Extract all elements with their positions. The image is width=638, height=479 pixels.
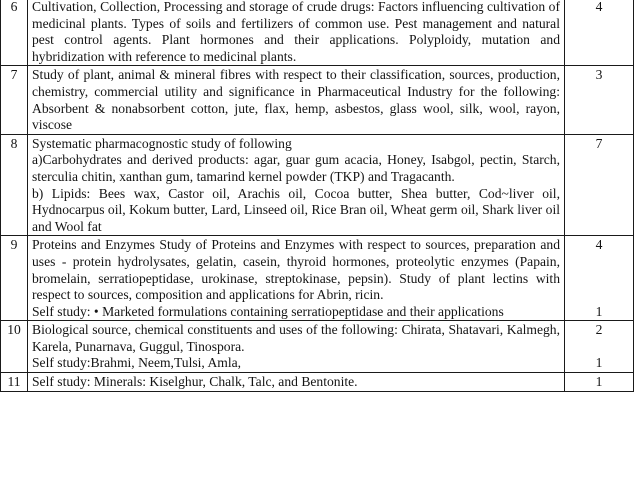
table-row <box>1 0 634 66</box>
row-hours: 3 <box>565 66 634 134</box>
content-paragraph: Biological source, chemical constituents and uses of the following: Chirata, Shatavari, Kalmegh, Karela, Punarnava, Guggul, Tinospora. <box>32 322 560 354</box>
row-number: 9 <box>1 236 28 321</box>
content-paragraph: Proteins and Enzymes Study of Proteins and Enzymes with respect to sources, preparation and uses - protein hydrolysates, gelatin, casein, thyroid hormones, proteolytic enzymes (Papain, bromelain, serratiopeptidase, urokinase, streptokinase, pepsin). Study of plant lectins with respect to sources, composition and applications for Abrin, ricin. <box>32 237 560 303</box>
row-content <box>28 66 565 134</box>
table-row <box>1 66 634 134</box>
row-number: 8 <box>1 134 28 236</box>
content-paragraph: Systematic pharmacognostic study of following <box>32 135 292 151</box>
row-hours <box>565 321 634 373</box>
row-number: 10 <box>1 321 28 373</box>
self-study-paragraph: Self study:Brahmi, Neem,Tulsi, Amla, <box>32 355 242 371</box>
content-paragraph: b) Lipids: Bees wax, Castor oil, Arachis oil, Cocoa butter, Shea butter, Cod~liver oil, Hydnocarpus oil, Kokum butter, Lard, Linseed oil, Rice Bran oil, Wheat germ oil, Shark liver oil and Wool fat <box>32 185 560 234</box>
content-paragraph: Cultivation, Collection, Processing and storage of crude drugs: Factors influencing cultivation of medicinal plants. Types of soils and fertilizers of common use. Pest management and natural pest control agents. Plant hormones and their applications. Polyploidy, mutation and hybridization with reference to medicinal plants. <box>32 0 560 64</box>
row-number: 11 <box>1 373 28 392</box>
content-paragraph: Study of plant, animal & mineral fibres with respect to their classification, sources, production, chemistry, commercial utility and significance in Pharmaceutical Industry for the following: Absorbent & nonabsorbent cotton, jute, flax, hemp, asbestos, glass wool, silk, wool, rayon, viscose <box>32 67 560 133</box>
self-study-hours-value: 1 <box>595 303 603 319</box>
row-hours: 1 <box>565 373 634 392</box>
row-number: 6 <box>1 0 28 66</box>
row-hours <box>565 236 634 321</box>
table-row <box>1 373 634 392</box>
self-study-paragraph: Self study: • Marketed formulations containing serratiopeptidase and their applications <box>32 303 504 319</box>
table-row <box>1 236 634 321</box>
row-content <box>28 236 565 321</box>
table-row <box>1 134 634 236</box>
self-study-hours-value: 1 <box>595 355 603 371</box>
row-content <box>28 0 565 66</box>
self-study-paragraph: Self study: Minerals: Kiselghur, Chalk, Talc, and Bentonite. <box>32 374 358 390</box>
row-content <box>28 321 565 373</box>
table-row <box>1 321 634 373</box>
row-hours: 7 <box>565 134 634 236</box>
hours-value: 4 <box>595 237 603 253</box>
content-paragraph: a)Carbohydrates and derived products: agar, guar gum acacia, Honey, Isabgol, pectin, Starch, sterculia chitin, xanthan gum, tamarind kernel powder (TKP) and Tragacanth. <box>32 152 560 184</box>
row-number: 7 <box>1 66 28 134</box>
row-content <box>28 373 565 392</box>
row-hours: 4 <box>565 0 634 66</box>
row-content <box>28 134 565 236</box>
hours-value: 2 <box>595 322 603 338</box>
